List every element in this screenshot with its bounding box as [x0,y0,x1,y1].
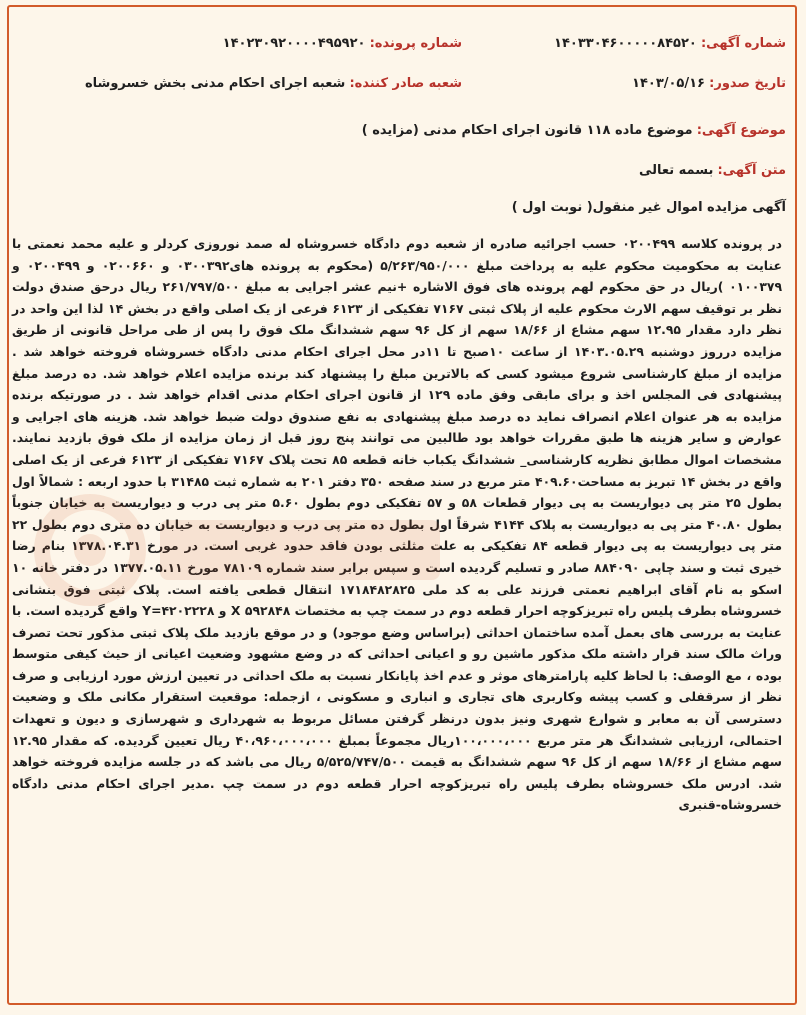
issuer-label: شعبه صادر کننده: [349,76,462,91]
ad-number-value: ۱۴۰۳۳۰۴۶۰۰۰۰۰۸۴۵۲۰ [554,36,697,51]
ad-title: آگهی مزایده اموال غیر منقول( نوبت اول ) [511,200,786,215]
text-header-label: متن آگهی: [717,163,786,178]
ad-number-label: شماره آگهی: [700,36,786,51]
case-number-label: شماره پرونده: [369,36,462,51]
case-number-value: ۱۴۰۲۳۰۹۲۰۰۰۰۴۹۵۹۲۰ [222,36,366,51]
case-number [223,36,462,51]
subject-value: موضوع ماده ۱۱۸ قانون اجرای احکام مدنی (مزایده ) [361,123,693,138]
body-paragraph: در پرونده کلاسه ۰۲۰۰۴۹۹ حسب اجرائیه صادره از شعبه دوم دادگاه خسروشاه له صمد نوروزی کردلر و علیه محمد نعمتی با عنایت به محکومیت محکوم علیه به پرداخت مبلغ ۵/۲۶۳/۹۵۰/۰۰۰ (محکوم به پرونده های۰۳۰۰۳۹۲ و ۰۲۰۰۶۶۰ و ۰۲۰۰۴۹۹ و ۰۱۰۰۳۷۹ )ریال در حق محکوم لهم پرونده های فوق الاشاره +نیم عشر اجرایی به مبلغ ۲۶۱/۷۹۷/۵۰۰ ریال درحق صندق دولت نظر بر توقیف سهم الارث محکوم علیه از پلاک ثبتی ۷۱۶۷ تفکیکی از ۶۱۲۳ فرعی از یک اصلی واقع در بخش ۱۴ لذا این واحد در نظر دارد مقدار ۱۲.۹۵ سهم مشاع از ۱۸/۶۶ سهم از کل ۹۶ سهم ششدانگ ملک فوق را پس از طی مراحل قانونی از طریق مزایده درروز دوشنبه ۱۴۰۳.۰۵.۲۹ از ساعت ۱۰صبح تا ۱۱در محل اجرای احکام مدنی دادگاه خسروشاه فروخته خواهد شد . مزایده از مبلغ کارشناسی شروع میشود کسی که بالاترین مبلغ را پیشنهاد کند برنده مزایده اعلام خواهد شد. ده درصد مبلغ پیشنهادی فی المجلس اخذ و برای مابقی وفق ماده ۱۲۹ از قانون اجرای احکام مدنی اقدام خواهد شد . در صورتیکه برنده مزایده به هر عنوان اعلام انصراف نماید ده درصد مبلغ پیشنهادی به نفع صندوق دولت ضبط خواهد شد. هزینه های اجرایی و عوارض و سایر هزینه ها طبق مقررات خواهد بود طالبین می توانند پنج روز قبل از زمان مزایده از ملک فوق بازدید نمایند. مشخصات اموال مطابق نظریه کارشناسی_ ششدانگ یکباب خانه قطعه ۸۵ تحت پلاک ۷۱۶۷ تفکیکی از ۶۱۲۳ فرعی از یک اصلی واقع در بخش ۱۴ تبریز به مساحت۴۰۹.۶۰ متر مربع در سند صفحه ۳۵۰ دفتر ۲۰۱ به شماره ثبت ۳۱۴۸۵ با حدود اربعه : شمالاً اول بطول ۲۵ متر پی دیواریست به پی دیوار قطعات ۵۸ و ۵۷ تفکیکی دوم بطول ۵.۶۰ متر پی درب و دیواریست به خیابان جنوباً بطول ۴۰.۸۰ متر پی به دیواریست به پلاک ۴۱۴۴ شرقاً اول بطول ده متر پی درب و دیواریست به خیابان ده متری دوم بطول ۲۲ متر پی دیواریست به پی دیوار قطعه ۸۴ تفکیکی به علت مثلثی بودن فاقد حدود غربی است. در مورخ ۱۳۷۸.۰۴.۳۱ بنام رضا خیری ثبت و سند چاپی ۸۸۴۰۹۰ صادر و تسلیم گردیده است و سپس برابر سند شماره ۷۸۱۰۹ مورخ ۱۳۷۷.۰۵.۱۱ در دفتر خانه ۱۰ اسکو به نام آقای ابراهیم نعمتی فرزند علی به کد ملی ۱۷۱۸۴۸۲۸۲۵ انتقال قطعی یافته است. پلاک ثبتی فوق بنشانی خسروشاه بطرف پلیس راه تبریزکوچه احرار قطعه دوم در سمت چپ به مختصات X ۵۹۲۸۴۸ و Y=۴۲۰۲۲۲۸ واقع گردیده است. با عنایت به بررسی های بعمل آمده ساختمان احداثی (براساس وضع موجود) و در موقع بازدید ملک پلاک ثبتی مذکور تحت تصرف وراث مالک سند قرار داشته ملک مذکور ماشین رو و اعیانی احداثی که در وضع مشهود وضعیت اعیانی از حیث کیفی متوسط بوده ، مع الوصف: با لحاظ کلیه پارامترهای موثر و عدم اخذ پایانکار نسبت به ملک احداثی در تعیین ارزش مورد ارزیابی و صرف نظر از سرقفلی و کسب پیشه وکاربری های تجاری و انباری و مسکونی ، ازجمله: موقعیت استقرار مکانی ملک و وضعیت دسترسی آن به معابر و شوارع شهری ونیز بدون درنظر گرفتن مسائل مربوط به شهرداری و شهرسازی و دیون و تعهدات احتمالی، ارزیابی ششدانگ هر متر مربع ۱۰۰،۰۰۰،۰۰۰ریال مجموعاً بمبلغ ۴۰،۹۶۰،۰۰۰،۰۰۰ ریال تعیین گردیده. که مقدار ۱۲.۹۵ سهم مشاع از ۱۸/۶۶ سهم از کل ۹۶ سهم ششدانگ به قیمت ۵/۵۲۵/۷۴۷/۵۰۰ ریال می باشد که در جلسه مزایده فروخته خواهد شد. ادرس ملک خسروشاه بطرف پلیس راه تبریزکوچه احرار قطعه دوم در سمت چپ .مدیر اجرای احکام مدنی دادگاه خسروشاه-قنبری [12,236,783,813]
issue-date-value: ۱۴۰۳/۰۵/۱۶ [632,76,705,91]
ad-number [554,36,786,51]
subject-label: موضوع آگهی: [696,123,786,138]
subject [362,123,786,138]
text-header-value: بسمه تعالی [638,163,714,178]
issue-date-label: تاریخ صدور: [709,76,786,91]
text-header [639,163,786,178]
issuer-value: شعبه اجرای احکام مدنی بخش خسروشاه [84,76,346,91]
notice-body [12,233,782,816]
issuer [85,76,462,91]
issue-date [632,76,786,91]
